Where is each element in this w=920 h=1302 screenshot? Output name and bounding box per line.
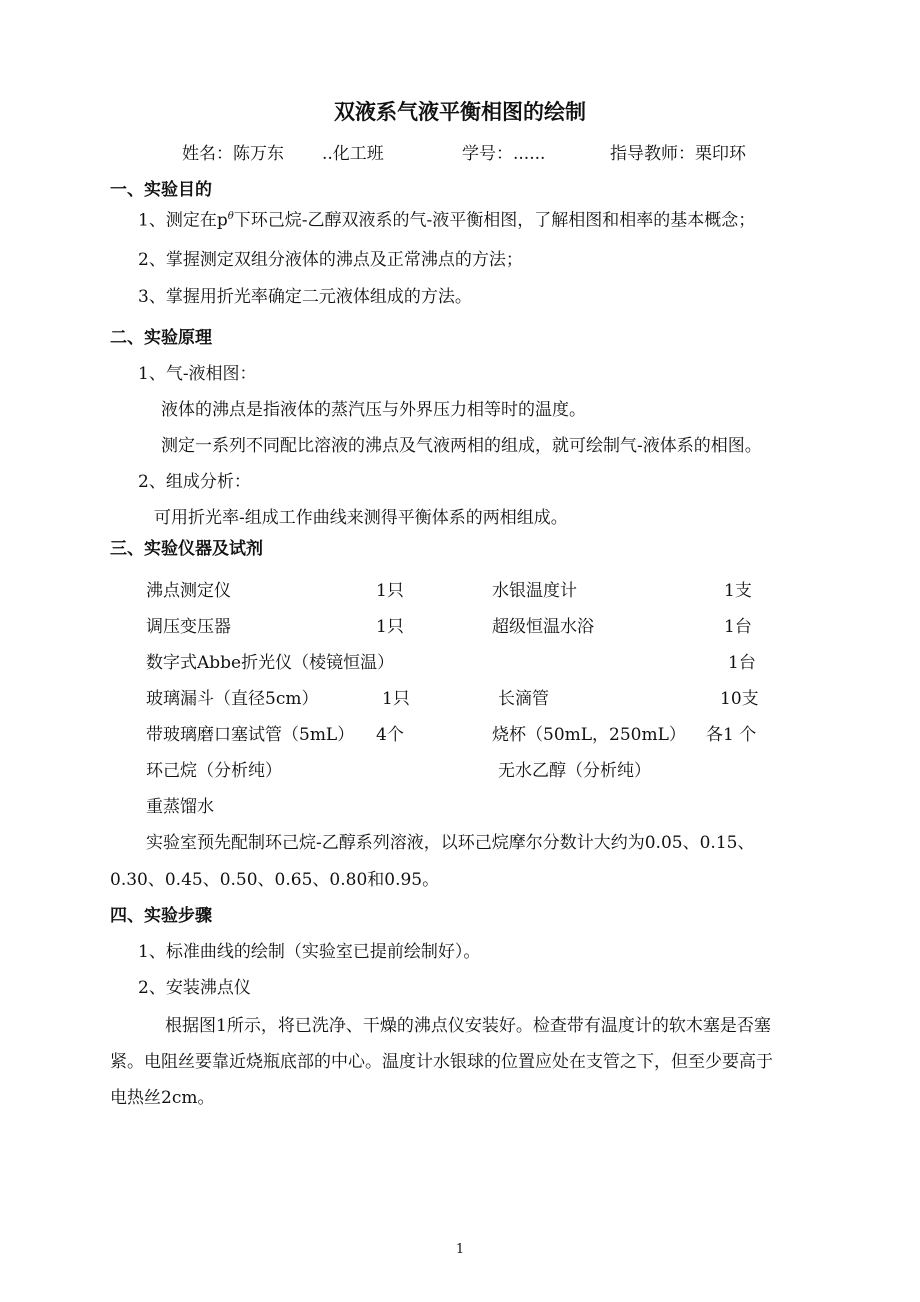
section-4-heading: 四、实验步骤 [110, 906, 212, 926]
reagent-item: 重蒸馏水 [146, 797, 214, 817]
principle-2-para: 可用折光率-组成工作曲线来测得平衡体系的两相组成。 [154, 508, 568, 528]
step-2-para-line-3: 电热丝2cm。 [110, 1088, 215, 1108]
equipment-item: 沸点测定仪 [146, 581, 231, 601]
equipment-item: 数字式Abbe折光仪（棱镜恒温） [146, 653, 395, 673]
principle-1-para-2: 测定一系列不同配比溶液的沸点及气液两相的组成，就可绘制气-液体系的相图。 [161, 436, 762, 456]
principle-1-para-1: 液体的沸点是指液体的蒸汽压与外界压力相等时的温度。 [161, 400, 586, 420]
equipment-item: 烧杯（50mL，250mL） [492, 725, 686, 745]
theta-superscript: θ [227, 211, 234, 222]
principle-2-heading: 2、组成分析： [138, 472, 251, 492]
equipment-qty: 1只 [376, 617, 404, 637]
step-2-para-line-2: 紧。电阻丝要靠近烧瓶底部的中心。温度计水银球的位置应处在支管之下，但至少要高于 [110, 1052, 773, 1072]
author-name: 姓名：陈万东 [182, 144, 284, 164]
objective-3: 3、掌握用折光率确定二元液体组成的方法。 [138, 287, 472, 307]
equipment-qty: 1只 [382, 689, 410, 709]
equipment-item: 带玻璃磨口塞试管（5mL） [146, 725, 355, 745]
section-2-heading: 二、实验原理 [110, 328, 212, 348]
section-1-heading: 一、实验目的 [110, 180, 212, 200]
class-name: ..化工班 [322, 144, 384, 164]
equipment-qty: 1台 [724, 617, 752, 637]
equipment-qty: 4个 [376, 725, 404, 745]
equipment-qty: 1只 [376, 581, 404, 601]
solution-note-line-2: 0.30、0.45、0.50、0.65、0.80和0.95。 [110, 870, 440, 890]
equipment-item: 水银温度计 [492, 581, 577, 601]
step-1: 1、标准曲线的绘制（实验室已提前绘制好）。 [138, 942, 481, 962]
equipment-qty: 1支 [724, 581, 752, 601]
equipment-qty: 10支 [720, 689, 759, 709]
principle-1-heading: 1、气-液相图： [138, 364, 257, 384]
reagent-item: 无水乙醇（分析纯） [498, 761, 651, 781]
step-2-para-line-1: 根据图1所示，将已洗净、干燥的沸点仪安装好。检查带有温度计的软木塞是否塞 [165, 1016, 771, 1036]
objective-2: 2、掌握测定双组分液体的沸点及正常沸点的方法； [138, 250, 523, 270]
student-id: 学号：...... [462, 144, 546, 164]
equipment-item: 玻璃漏斗（直径5cm） [146, 689, 319, 709]
page-number: 1 [455, 1242, 465, 1257]
objective-1 [138, 212, 755, 230]
equipment-item: 长滴管 [498, 689, 549, 709]
equipment-item: 超级恒温水浴 [492, 617, 594, 637]
objective-1-pre: 1、测定在p [138, 210, 228, 231]
document-title: 双液系气液平衡相图的绘制 [334, 99, 586, 124]
step-2: 2、安装沸点仪 [138, 978, 251, 998]
reagent-item: 环己烷（分析纯） [146, 761, 282, 781]
equipment-item: 调压变压器 [146, 617, 231, 637]
equipment-qty: 1台 [728, 653, 756, 673]
solution-note-line-1: 实验室预先配制环己烷-乙醇系列溶液，以环己烷摩尔分数计大约为0.05、0.15、 [146, 833, 755, 853]
objective-1-post: 下环己烷-乙醇双液系的气-液平衡相图，了解相图和相率的基本概念； [233, 210, 756, 231]
equipment-qty: 各1 个 [706, 725, 757, 745]
teacher-name: 指导教师：栗印环 [610, 144, 746, 164]
section-3-heading: 三、实验仪器及试剂 [110, 539, 263, 559]
